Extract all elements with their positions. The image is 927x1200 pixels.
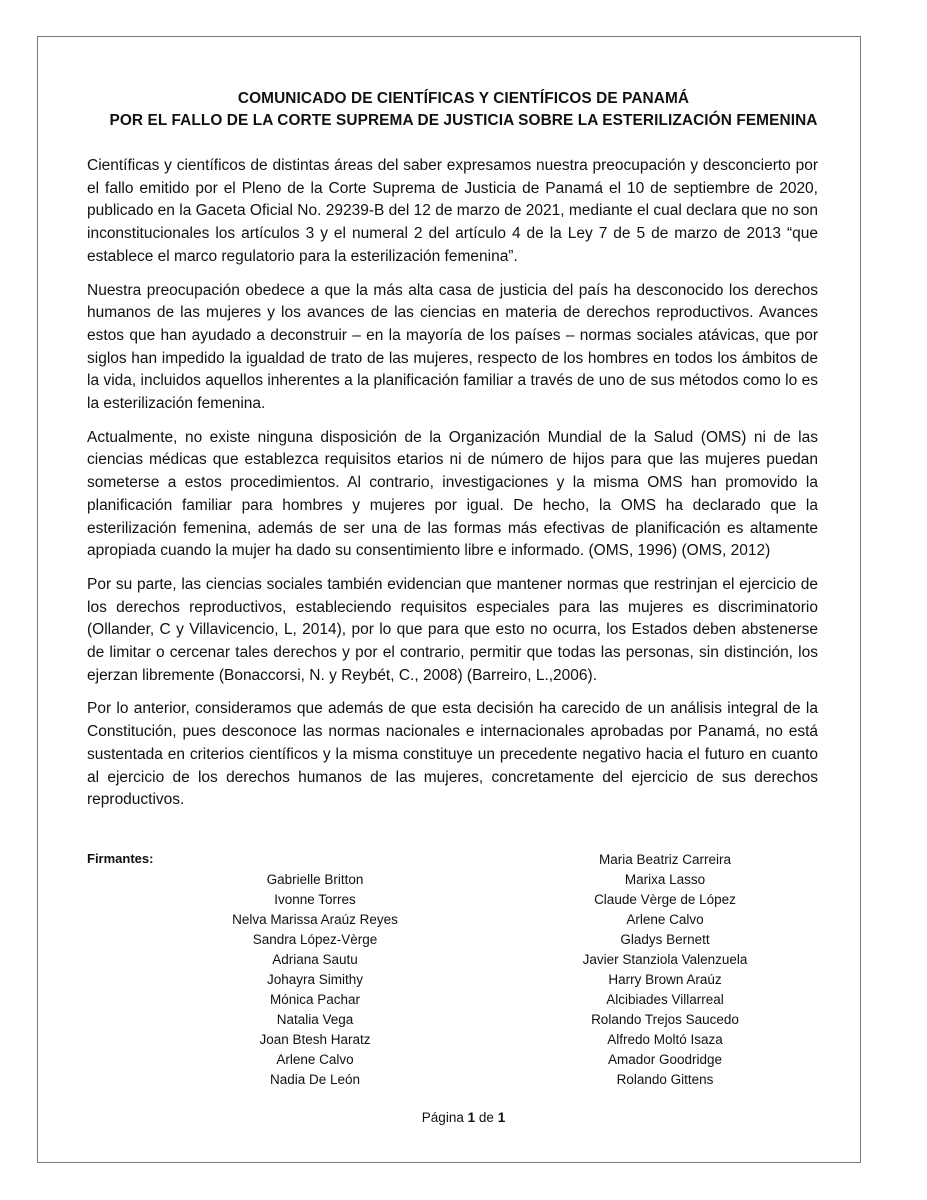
signer-name: Maria Beatriz Carreira [598,852,732,867]
body-paragraph-3: Actualmente, no existe ninguna disposición de la Organización Mundial de la Salud (OMS) ni de las ciencias médicas que establezca requisitos etarios ni de número de hijos para que las mujeres puedan someterse a estos procedimientos. Al contrario, investigaciones y la misma OMS han promovido la planificación familiar para hombres y mujeres por igual. De hecho, la OMS ha declarado que la esterilización femenina, además de ser una de las formas más efectivas de planificación es altamente apropiada cuando la mujer ha dado su consentimiento libre e informado. (OMS, 1996) (OMS, 2012) [87,428,818,560]
signer-name: Gladys Bernett [620,932,710,947]
signer-name: Rolando Trejos Saucedo [591,1012,739,1027]
signers-list-right [490,850,840,1090]
signer-name: Harry Brown Araúz [608,972,722,987]
signer-name: Gabrielle Britton [266,872,364,887]
title-line-1: COMUNICADO DE CIENTÍFICAS Y CIENTÍFICOS DE PANAMÁ [237,90,690,107]
body-paragraph-1: Científicas y científicos de distintas áreas del saber expresamos nuestra preocupación y desconcierto por el fallo emitido por el Pleno de la Corte Suprema de Justicia de Panamá el 10 de septiembre de 2020, publicado en la Gaceta Oficial No. 29239-B del 12 de marzo de 2021, mediante el cual declara que no son inconstitucionales los artículos 3 y el numeral 2 del artículo 4 de la Ley 7 de 5 de marzo de 2013 “que establece el marco regulatorio para la esterilización femenina”. [87,157,818,265]
signer-name: Arlene Calvo [626,912,704,927]
signer-name: Alfredo Moltó Isaza [607,1032,723,1047]
signer-name: Amador Goodridge [607,1052,723,1067]
signers-label: Firmantes: [87,851,154,866]
body-paragraph-2: Nuestra preocupación obedece a que la más alta casa de justicia del país ha desconocido los derechos humanos de las mujeres y los avances de las ciencias en materia de derechos reproductivos. Avances estos que han ayudado a deconstruir – en la mayoría de los países – normas sociales atávicas, que por siglos han impedido la igualdad de trato de las mujeres, respecto de los hombres en todos los ámbitos de la vida, incluidos aquellos inherentes a la planificación familiar a través de uno de sus métodos como lo es la esterilización femenina. [87,281,818,413]
body-paragraph-5: Por lo anterior, consideramos que además de que esta decisión ha carecido de un análisis integral de la Constitución, pues desconoce las normas nacionales e internacionales aprobadas por Panamá, no está sustentada en criterios científicos y la misma constituye un precedente negativo hacia el futuro en cuanto al ejercicio de los derechos humanos de las mujeres, concretamente del ejercicio de sus derechos reproductivos. [87,700,818,809]
signer-name: Arlene Calvo [276,1052,354,1067]
signer-name: Mónica Pachar [269,992,361,1007]
document-body [87,155,818,823]
signer-name: Alcibiades Villarreal [606,992,724,1007]
signer-name: Johayra Simithy [266,972,364,987]
signer-name: Nelva Marissa Araúz Reyes [232,912,398,927]
signer-name: Rolando Gittens [616,1072,714,1087]
signers-list-left [140,870,490,1090]
signer-name: Natalia Vega [276,1012,354,1027]
of-label: de [478,1110,494,1125]
current-page: 1 [467,1110,476,1125]
page-number [0,1109,927,1127]
document-title [0,88,927,132]
signer-name: Ivonne Torres [274,892,356,907]
signer-name: Sandra López-Vèrge [252,932,378,947]
signer-name: Claude Vèrge de López [594,892,736,907]
signer-name: Joan Btesh Haratz [259,1032,371,1047]
body-paragraph-4: Por su parte, las ciencias sociales también evidencian que mantener normas que restrinjan el ejercicio de los derechos reproductivos, estableciendo requisitos especiales para las mujeres es discriminatorio (Ollander, C y Villavicencio, L, 2014), por lo que para que esto no ocurra, los Estados deben abstenerse de limitar o cercenar tales derechos y por el contrario, permitir que todas las personas, sin distinción, los ejerzan libremente (Bonaccorsi, N. y Reybét, C., 2008) (Barreiro, L.,2006). [87,575,818,684]
total-pages: 1 [497,1110,506,1125]
signer-name: Adriana Sautu [272,952,358,967]
signer-name: Nadia De León [269,1072,361,1087]
title-line-2: POR EL FALLO DE LA CORTE SUPREMA DE JUSTICIA SOBRE LA ESTERILIZACIÓN FEMENINA [109,112,818,129]
signer-name: Javier Stanziola Valenzuela [582,952,748,967]
page-label: Página [421,1110,464,1125]
signer-name: Marixa Lasso [624,872,706,887]
